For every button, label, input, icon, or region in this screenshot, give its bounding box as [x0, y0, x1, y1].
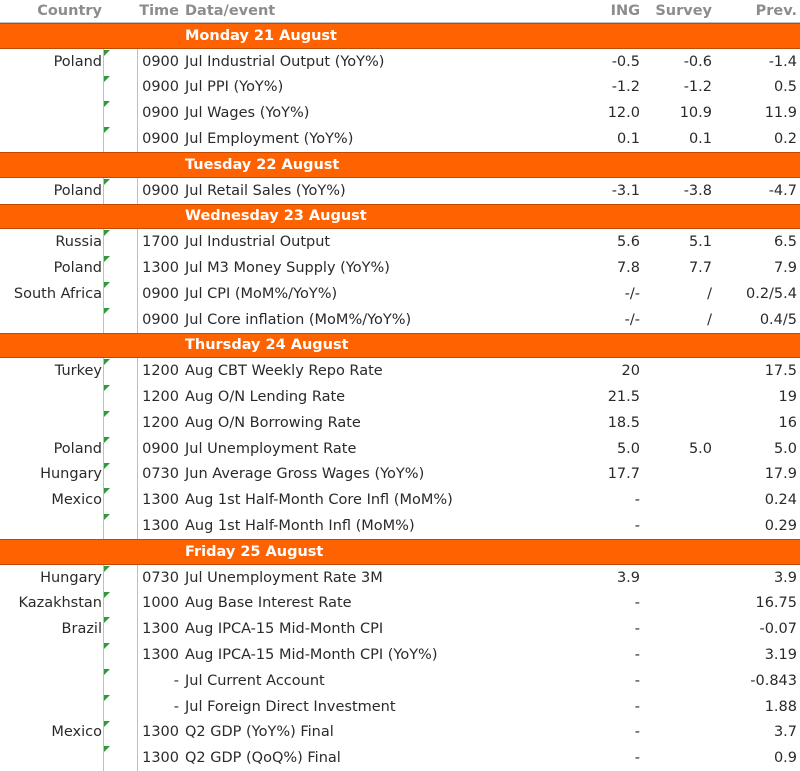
table-row: [0, 281, 800, 307]
cell-prev: -1.4: [768, 53, 797, 70]
cell-time: 1300: [142, 518, 179, 535]
cell-prev: 0.9: [773, 750, 797, 767]
cell-country: [0, 100, 102, 126]
cell-survey: [640, 720, 712, 746]
day-section-header: [0, 152, 800, 178]
cell-event: Jul Foreign Direct Investment: [185, 698, 396, 715]
cell-event: Jul M3 Money Supply (YoY%): [185, 260, 390, 277]
cell-prev: -4.7: [768, 182, 797, 199]
cell-time: 0900: [142, 53, 179, 70]
day-section-header: [0, 539, 800, 565]
day-label: Tuesday 22 August: [185, 156, 340, 173]
cell-prev: 17.9: [764, 466, 797, 483]
day-label: Thursday 24 August: [185, 337, 349, 354]
table-row: [0, 462, 800, 488]
cell-prev: 0.24: [764, 492, 797, 509]
cell-event: Aug IPCA-15 Mid-Month CPI: [185, 621, 384, 638]
cell-prev: 0.2: [773, 131, 797, 148]
day-label: Friday 25 August: [185, 543, 324, 560]
cell-ing: -: [634, 724, 640, 741]
cell-time: 1200: [142, 389, 179, 406]
cell-country: Poland: [53, 53, 102, 70]
day-section-header: [0, 204, 800, 230]
table-row: [0, 75, 800, 101]
cell-ing: 3.9: [616, 569, 640, 586]
header-ing: ING: [610, 3, 640, 19]
table-row: [0, 436, 800, 462]
table-row: [0, 668, 800, 694]
cell-survey: [640, 410, 712, 436]
cell-time: 0900: [142, 311, 179, 328]
cell-survey: [640, 694, 712, 720]
table-row: [0, 591, 800, 617]
cell-time: 0900: [142, 131, 179, 148]
cell-country: Russia: [55, 234, 102, 251]
table-row: [0, 384, 800, 410]
cell-prev: 17.5: [764, 363, 797, 380]
cell-survey: -0.6: [683, 53, 712, 70]
cell-survey: [640, 513, 712, 539]
cell-time: 1200: [142, 414, 179, 431]
cell-ing: 12.0: [607, 105, 640, 122]
day-section-header: [0, 23, 800, 49]
cell-ing: 7.8: [616, 260, 640, 277]
cell-survey: 0.1: [688, 131, 712, 148]
cell-prev: 5.0: [773, 440, 797, 457]
cell-survey: [640, 384, 712, 410]
cell-event: Jun Average Gross Wages (YoY%): [185, 466, 425, 483]
cell-prev: 3.19: [764, 647, 797, 664]
cell-time: -: [173, 672, 179, 689]
cell-time: 1000: [142, 595, 179, 612]
table-row: [0, 358, 800, 384]
header-prev: Prev.: [755, 3, 797, 19]
cell-prev: 3.9: [773, 569, 797, 586]
cell-survey: /: [707, 311, 712, 328]
cell-country: South Africa: [13, 285, 102, 302]
cell-ing: -/-: [624, 285, 640, 302]
table-row: [0, 616, 800, 642]
cell-survey: -3.8: [683, 182, 712, 199]
cell-survey: [640, 745, 712, 771]
cell-time: 0730: [142, 569, 179, 586]
cell-prev: 0.4/5: [759, 311, 797, 328]
cell-prev: 0.2/5.4: [745, 285, 797, 302]
header-survey: Survey: [655, 3, 712, 19]
table-row: [0, 126, 800, 152]
cell-time: 0900: [142, 182, 179, 199]
cell-time: 0730: [142, 466, 179, 483]
cell-ing: -: [634, 672, 640, 689]
cell-ing: 0.1: [616, 131, 640, 148]
cell-ing: 5.0: [616, 440, 640, 457]
cell-country: Poland: [53, 440, 102, 457]
table-row: [0, 513, 800, 539]
table-row: [0, 307, 800, 333]
cell-event: Jul Industrial Output: [185, 234, 331, 251]
cell-country: [0, 75, 102, 101]
cell-event: Aug IPCA-15 Mid-Month CPI (YoY%): [185, 647, 438, 664]
cell-time: 1300: [142, 647, 179, 664]
header-time: Time: [139, 3, 179, 19]
cell-event: Jul Unemployment Rate: [185, 440, 357, 457]
cell-survey: -1.2: [683, 79, 712, 96]
cell-ing: 20: [621, 363, 640, 380]
cell-time: 1300: [142, 621, 179, 638]
cell-ing: -: [634, 492, 640, 509]
cell-country: [0, 745, 102, 771]
cell-country: [0, 307, 102, 333]
cell-survey: [640, 668, 712, 694]
cell-country: [0, 642, 102, 668]
table-row: [0, 565, 800, 591]
cell-prev: -0.843: [750, 672, 797, 689]
day-label: Monday 21 August: [185, 27, 337, 44]
cell-survey: 10.9: [679, 105, 712, 122]
cell-event: Jul Core inflation (MoM%/YoY%): [185, 311, 412, 328]
cell-time: 0900: [142, 440, 179, 457]
day-label: Wednesday 23 August: [185, 208, 367, 225]
cell-country: [0, 410, 102, 436]
cell-survey: [640, 358, 712, 384]
table-row: [0, 100, 800, 126]
cell-ing: -1.2: [611, 79, 640, 96]
cell-survey: 7.7: [688, 260, 712, 277]
cell-ing: -: [634, 518, 640, 535]
table-row: [0, 49, 800, 75]
cell-survey: /: [707, 285, 712, 302]
cell-survey: [640, 591, 712, 617]
cell-prev: 16: [778, 414, 797, 431]
cell-event: Jul Wages (YoY%): [185, 105, 310, 122]
table-row: [0, 642, 800, 668]
cell-time: -: [173, 698, 179, 715]
cell-event: Jul CPI (MoM%/YoY%): [185, 285, 338, 302]
cell-country: Hungary: [40, 466, 102, 483]
cell-ing: -: [634, 595, 640, 612]
cell-event: Q2 GDP (YoY%) Final: [185, 724, 334, 741]
cell-ing: -3.1: [611, 182, 640, 199]
cell-ing: -: [634, 621, 640, 638]
cell-country: Mexico: [51, 492, 102, 509]
cell-ing: -: [634, 698, 640, 715]
cell-country: [0, 126, 102, 152]
cell-prev: 11.9: [764, 105, 797, 122]
cell-prev: 19: [778, 389, 797, 406]
table-row: [0, 745, 800, 771]
cell-survey: [640, 487, 712, 513]
cell-survey: [640, 642, 712, 668]
cell-event: Aug CBT Weekly Repo Rate: [185, 363, 383, 380]
cell-country: Brazil: [61, 621, 102, 638]
cell-time: 1700: [142, 234, 179, 251]
cell-ing: 18.5: [607, 414, 640, 431]
cell-event: Aug 1st Half-Month Core Infl (MoM%): [185, 492, 453, 509]
table-header: [0, 0, 800, 23]
table-row: [0, 255, 800, 281]
cell-country: Mexico: [51, 724, 102, 741]
cell-survey: [640, 462, 712, 488]
day-section-header: [0, 333, 800, 359]
cell-survey: 5.0: [688, 440, 712, 457]
cell-survey: [640, 565, 712, 591]
cell-time: 1300: [142, 750, 179, 767]
cell-country: [0, 513, 102, 539]
cell-country: Poland: [53, 182, 102, 199]
cell-event: Aug Base Interest Rate: [185, 595, 352, 612]
cell-country: [0, 384, 102, 410]
cell-ing: 17.7: [607, 466, 640, 483]
cell-ing: 21.5: [607, 389, 640, 406]
header-event: Data/event: [185, 3, 276, 19]
cell-event: Jul Retail Sales (YoY%): [185, 182, 346, 199]
cell-ing: -/-: [624, 311, 640, 328]
cell-prev: 7.9: [773, 260, 797, 277]
cell-event: Aug O/N Borrowing Rate: [185, 414, 361, 431]
cell-prev: 1.88: [764, 698, 797, 715]
cell-prev: -0.07: [759, 621, 797, 638]
cell-ing: -: [634, 647, 640, 664]
cell-survey: 5.1: [688, 234, 712, 251]
cell-event: Aug 1st Half-Month Infl (MoM%): [185, 518, 415, 535]
cell-time: 0900: [142, 105, 179, 122]
header-country: Country: [37, 3, 102, 19]
cell-country: Hungary: [40, 569, 102, 586]
cell-prev: 0.5: [773, 79, 797, 96]
cell-time: 1300: [142, 724, 179, 741]
cell-time: 1300: [142, 260, 179, 277]
cell-survey: [640, 616, 712, 642]
cell-country: [0, 668, 102, 694]
table-row: [0, 720, 800, 746]
cell-country: Kazakhstan: [18, 595, 102, 612]
cell-prev: 0.29: [764, 518, 797, 535]
cell-event: Jul Current Account: [185, 672, 325, 689]
cell-prev: 16.75: [755, 595, 797, 612]
cell-event: Jul PPI (YoY%): [185, 79, 284, 96]
cell-event: Aug O/N Lending Rate: [185, 389, 346, 406]
table-row: [0, 487, 800, 513]
cell-ing: -0.5: [611, 53, 640, 70]
table-row: [0, 229, 800, 255]
cell-event: Q2 GDP (QoQ%) Final: [185, 750, 341, 767]
cell-event: Jul Unemployment Rate 3M: [185, 569, 383, 586]
cell-ing: -: [634, 750, 640, 767]
table-row: [0, 694, 800, 720]
cell-event: Jul Industrial Output (YoY%): [185, 53, 385, 70]
cell-country: Poland: [53, 260, 102, 277]
cell-prev: 6.5: [773, 234, 797, 251]
cell-time: 1300: [142, 492, 179, 509]
cell-country: Turkey: [54, 363, 102, 380]
cell-time: 0900: [142, 79, 179, 96]
cell-time: 1200: [142, 363, 179, 380]
table-body: [0, 23, 800, 771]
cell-ing: 5.6: [616, 234, 640, 251]
table-row: [0, 410, 800, 436]
table-row: [0, 178, 800, 204]
cell-time: 0900: [142, 285, 179, 302]
cell-event: Jul Employment (YoY%): [185, 131, 354, 148]
cell-country: [0, 694, 102, 720]
cell-prev: 3.7: [773, 724, 797, 741]
